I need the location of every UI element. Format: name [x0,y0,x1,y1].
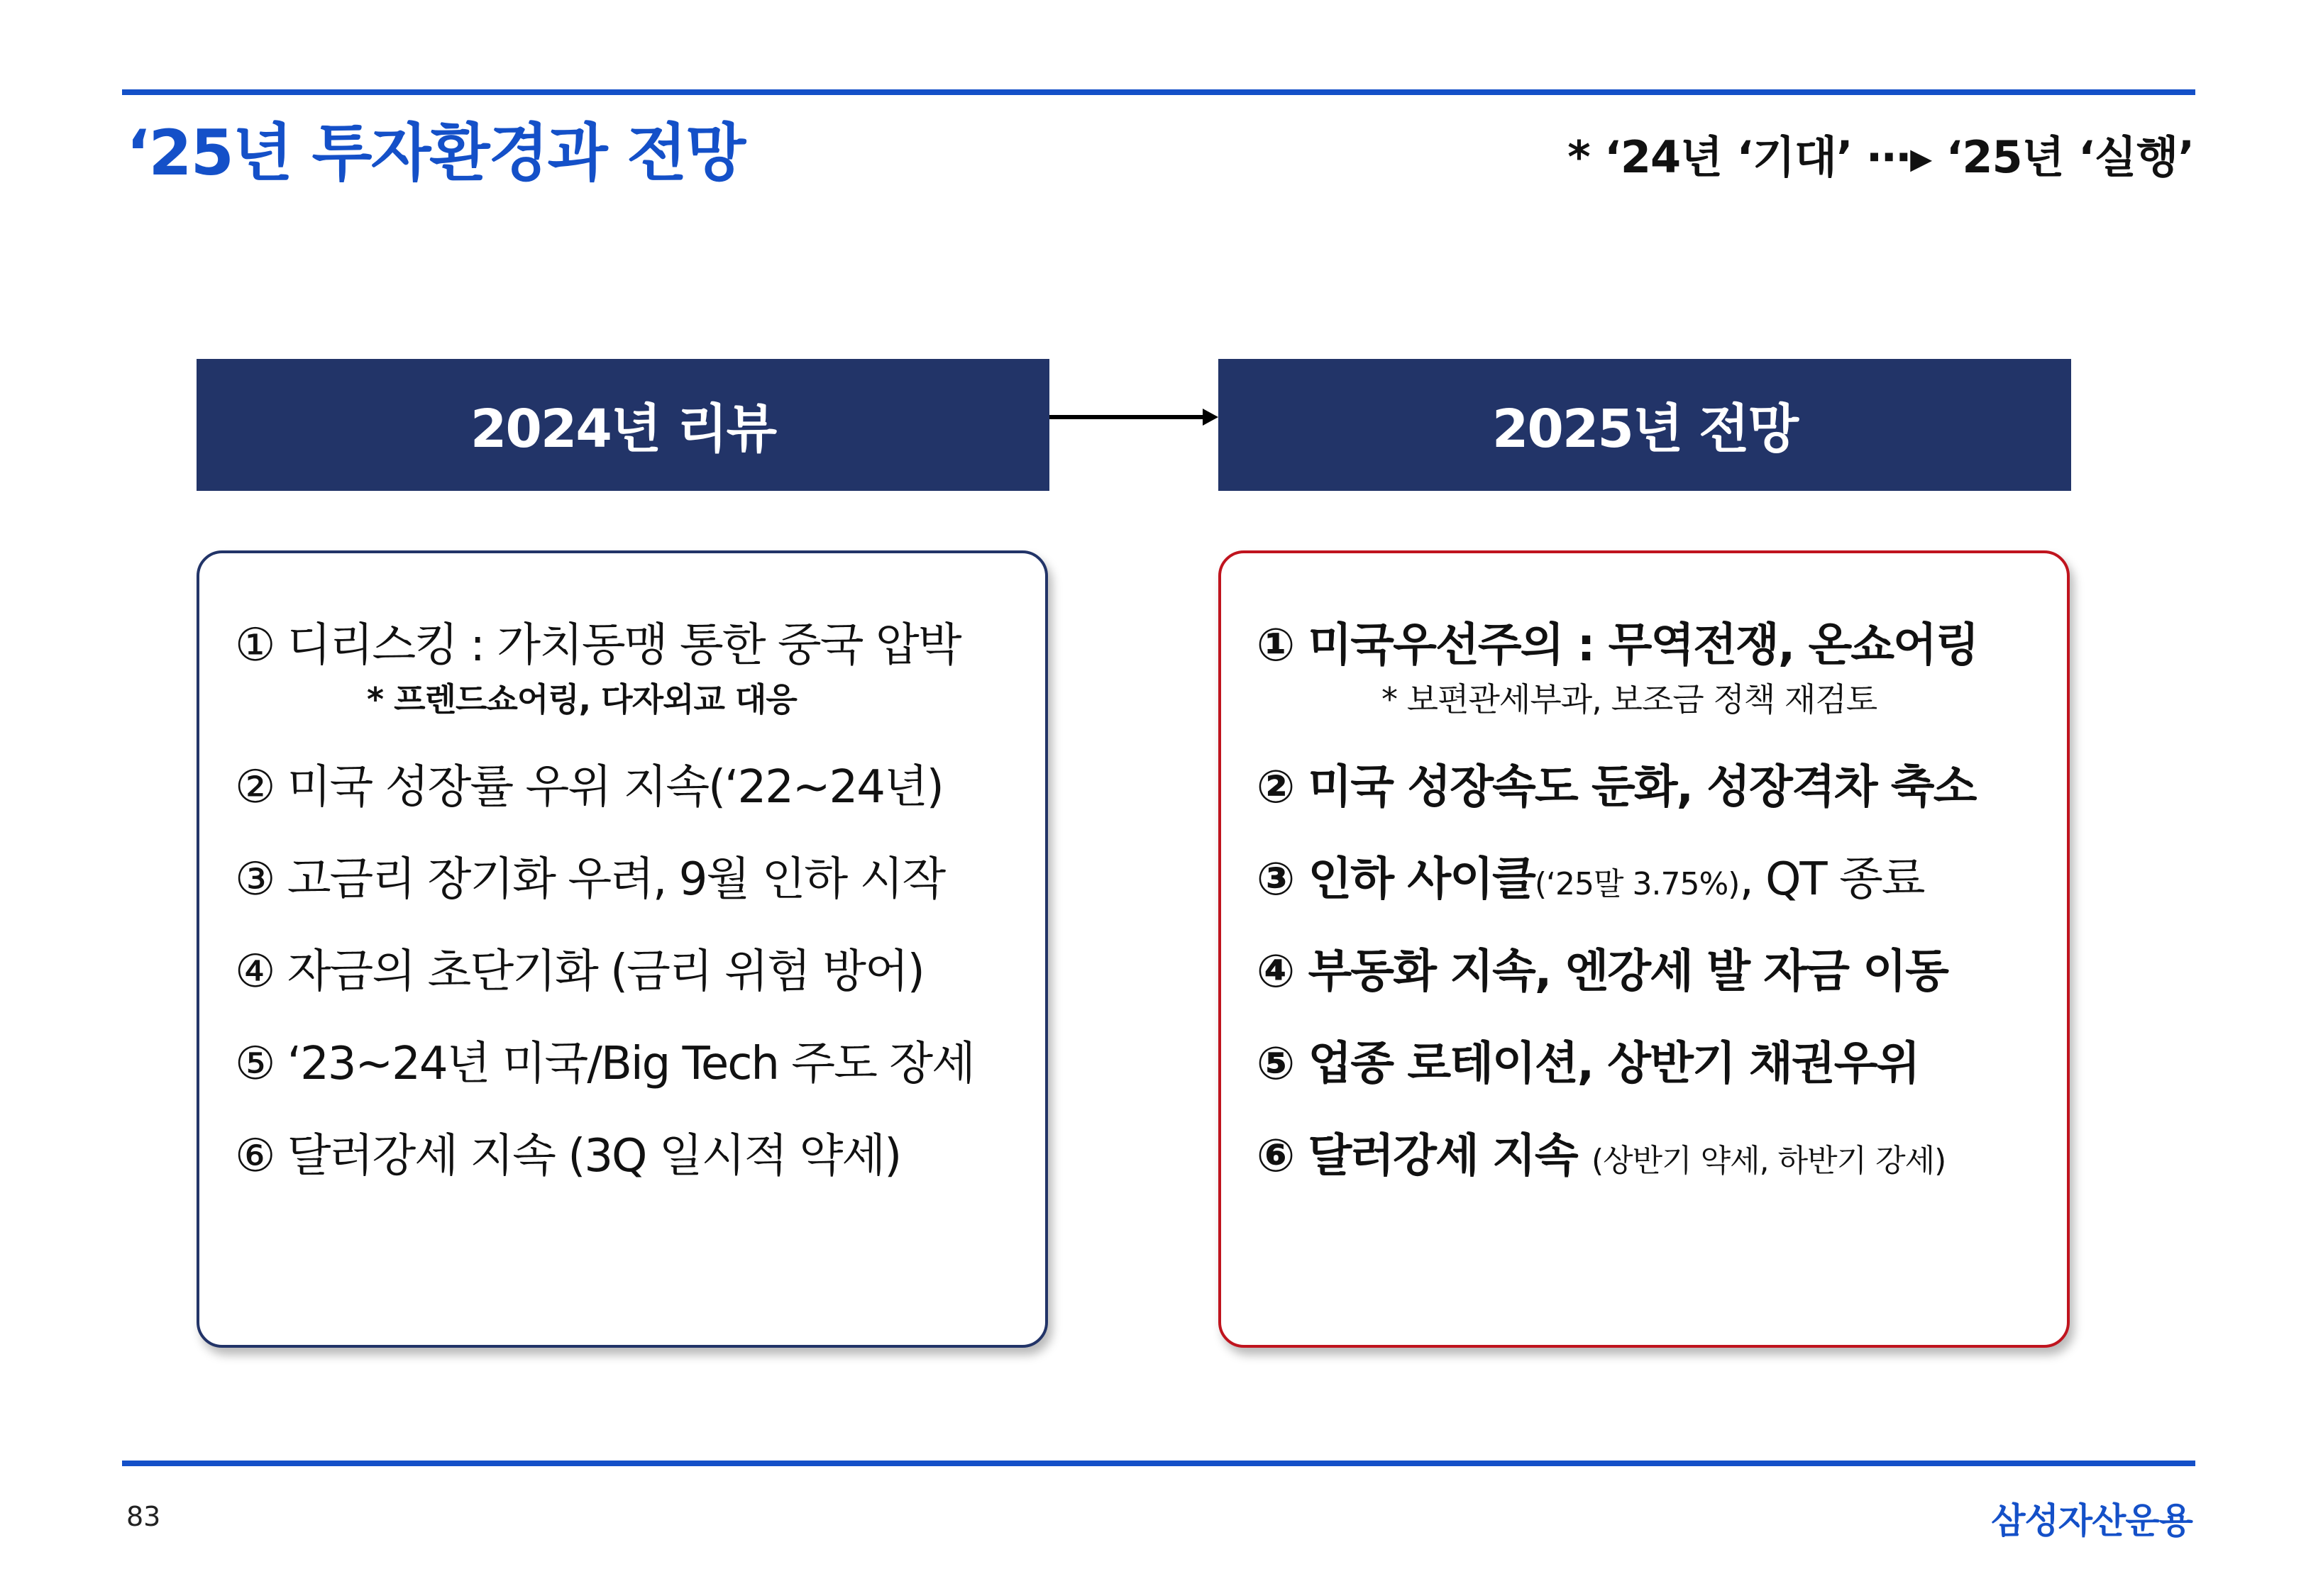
top-rule [122,89,2195,95]
outlook-item-5: ⑤ 업종 로테이션, 상반기 채권우위 [1257,1038,1919,1090]
review-item-1: ① 디리스킹 : 가치동맹 통한 중국 압박 [235,619,961,672]
review-item-6: ⑥ 달러강세 지속 (3Q 일시적 약세) [235,1130,901,1182]
review-item-4: ④ 자금의 초단기화 (금리 위험 방어) [235,946,924,998]
arrow-right-icon [1049,403,1218,431]
company-logo: 삼성자산운용 [1991,1500,2192,1541]
outlook-note-1: * 보편관세부과, 보조금 정책 재검토 [1381,680,1877,719]
outlook-item-3 [1257,854,1924,907]
review-item-3: ③ 고금리 장기화 우려, 9월 인하 시작 [235,853,945,906]
outlook-panel [1218,550,2070,1348]
outlook-item-4: ④ 부동화 지속, 엔강세 발 자금 이동 [1257,946,1948,998]
review-heading: 2024년 리뷰 [197,359,1049,491]
outlook-item-6-detail: (상반기 약세, 하반기 강세) [1591,1143,1946,1179]
page-number: 83 [126,1501,161,1532]
review-panel [197,550,1048,1348]
page-title: ‘25년 투자환경과 전망 [126,116,745,189]
bottom-rule [122,1461,2195,1466]
outlook-item-3-main: ③ 인하 사이클 [1257,853,1535,906]
outlook-item-1: ① 미국우선주의 : 무역전쟁, 온쇼어링 [1257,619,1978,672]
outlook-item-2: ② 미국 성장속도 둔화, 성장격차 축소 [1257,761,1976,814]
page-subtitle: * ‘24년 ‘기대’ ⋯▸ ‘25년 ‘실행’ [1567,131,2194,183]
review-item-2: ② 미국 성장률 우위 지속(‘22~24년) [235,761,943,814]
outlook-item-3-tail: , QT 종료 [1739,853,1924,906]
review-item-5: ⑤ ‘23~24년 미국/Big Tech 주도 장세 [235,1038,974,1090]
outlook-item-3-detail: (‘25말 3.75%) [1534,866,1740,902]
outlook-item-6-main: ⑥ 달러강세 지속 [1257,1130,1577,1182]
outlook-item-6 [1257,1131,1946,1183]
review-note-1: * 프렌드쇼어링, 다자외교 대응 [367,680,797,719]
outlook-heading: 2025년 전망 [1218,359,2071,491]
